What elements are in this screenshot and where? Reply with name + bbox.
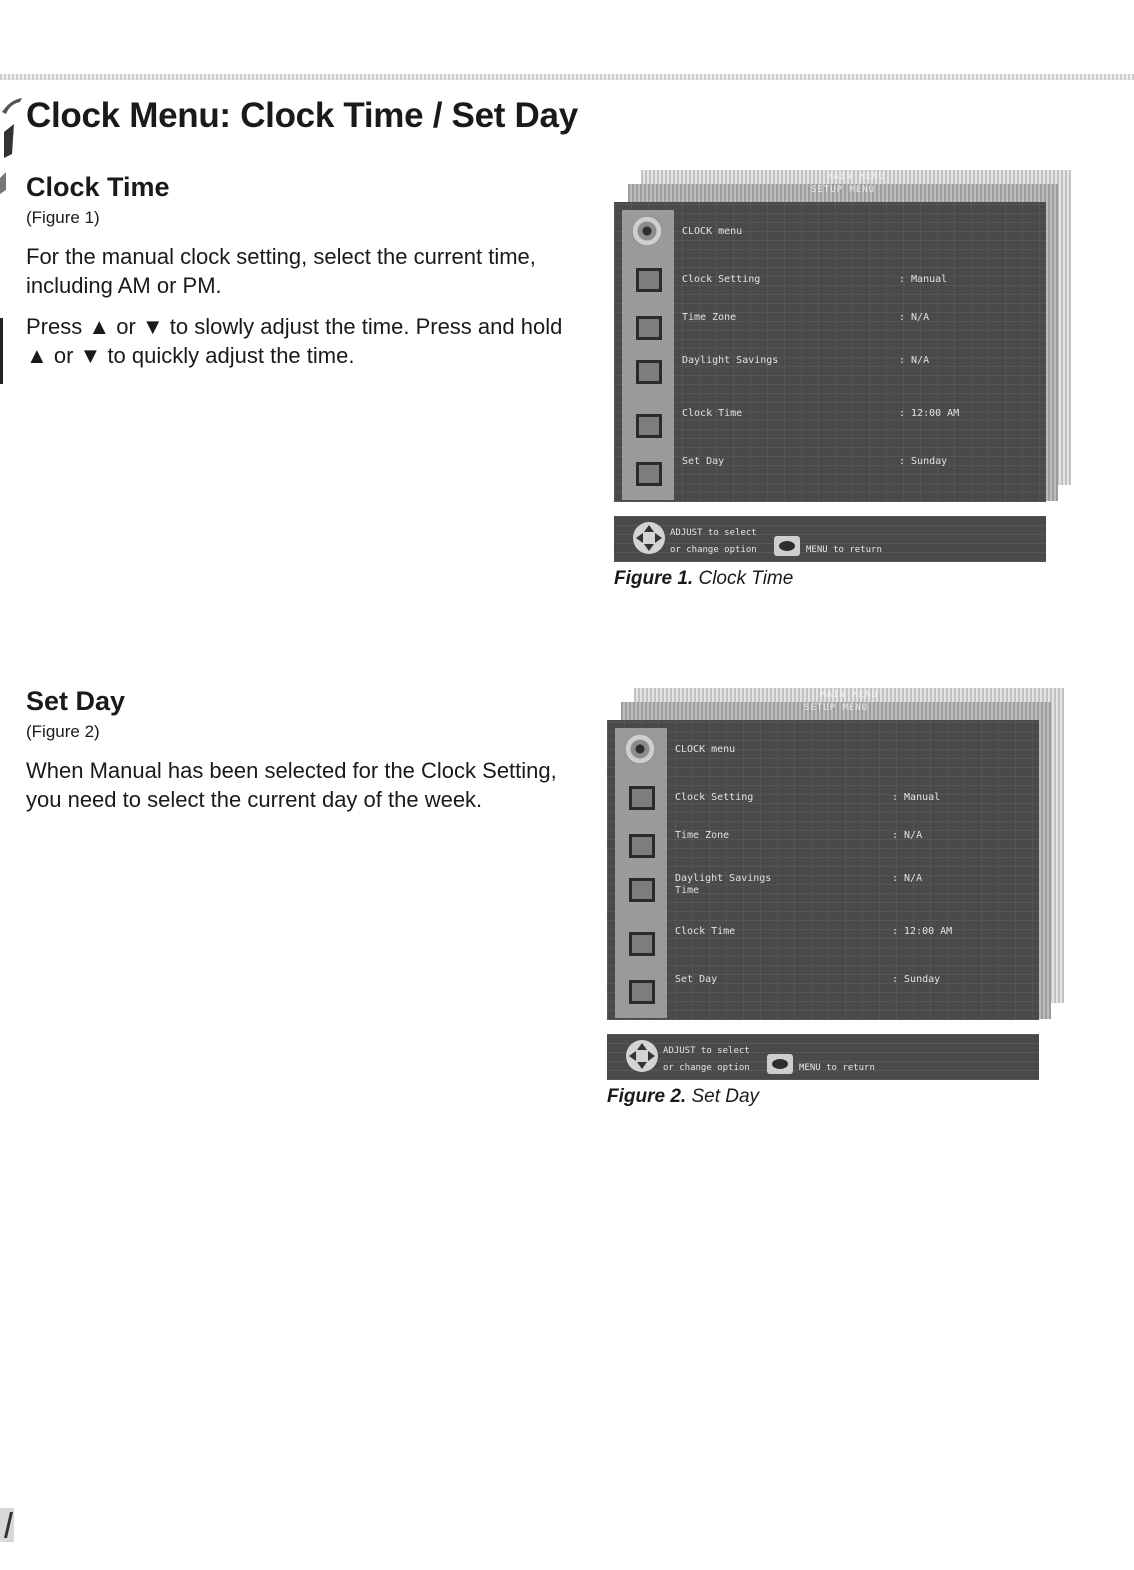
menu-row-label[interactable]: Time Zone (675, 830, 730, 841)
menu-title: CLOCK menu (682, 226, 743, 237)
page-title: Clock Menu: Clock Time / Set Day (26, 96, 578, 135)
menu-row-value: : Manual (899, 274, 948, 285)
caption-text: Clock Time (698, 568, 794, 589)
menu-row-value: : 12:00 AM (899, 408, 960, 419)
figure-caption (607, 1086, 759, 1108)
square-icon (622, 452, 674, 494)
menu-row-value: : 12:00 AM (892, 926, 953, 937)
main-menu-title: MAIN MENU (827, 172, 885, 182)
square-icon (615, 970, 667, 1012)
paragraph: When Manual has been selected for the Clock Setting, you need to select the current day of the week. (26, 758, 557, 812)
main-menu-title: MAIN MENU (820, 690, 878, 700)
clock-globe-icon (622, 212, 674, 254)
section-heading-set-day: Set Day (26, 686, 126, 716)
paragraph: Press ▲ or ▼ to slowly adjust the time. Press and hold ▲ or ▼ to quickly adjust the time. (26, 314, 563, 368)
hint-adjust: ADJUST to select (670, 528, 757, 538)
menu-row-label[interactable]: Daylight Savings (682, 355, 779, 366)
hint-bar (607, 1034, 1039, 1080)
hint-menu: MENU to return (799, 1063, 875, 1073)
hint-change: or change option (670, 545, 757, 555)
square-icon (615, 868, 667, 910)
square-icon (615, 824, 667, 866)
hint-bar (614, 516, 1046, 562)
menu-icon-column (615, 728, 667, 1018)
caption-label: Figure 1. (614, 568, 694, 589)
corner-mark-icon (0, 98, 22, 194)
menu-row-label[interactable]: Set Day (675, 974, 718, 985)
menu-row-label[interactable]: Clock Setting (682, 274, 761, 285)
menu-button-icon (767, 1054, 793, 1074)
square-icon (615, 922, 667, 964)
clock-menu-panel (614, 202, 1046, 502)
setup-menu-title: SETUP MENU (803, 703, 869, 713)
hint-adjust: ADJUST to select (663, 1046, 750, 1056)
figure-reference: (Figure 2) (26, 722, 100, 741)
square-icon (622, 350, 674, 392)
menu-row-label[interactable]: Clock Time (682, 408, 743, 419)
menu-row-value: : Manual (892, 792, 941, 803)
menu-icon-column (622, 210, 674, 500)
figure-set-day (607, 688, 1067, 1108)
figure-clock-time (614, 170, 1074, 590)
menu-row-label[interactable]: Daylight Savings Time (675, 873, 772, 896)
setup-menu-title: SETUP MENU (810, 185, 876, 195)
section-heading-clock-time: Clock Time (26, 172, 170, 202)
menu-row-value: : N/A (892, 830, 923, 841)
menu-row-value: : N/A (899, 312, 930, 323)
figure-reference: (Figure 1) (26, 208, 100, 227)
clock-globe-icon (615, 730, 667, 772)
menu-title: CLOCK menu (675, 744, 736, 755)
menu-row-label[interactable]: Clock Time (675, 926, 736, 937)
dpad-icon (632, 521, 666, 555)
figure-caption (614, 568, 793, 590)
paragraph: For the manual clock setting, select the current time, including AM or PM. (26, 244, 536, 298)
square-icon (622, 306, 674, 348)
caption-label: Figure 2. (607, 1086, 687, 1107)
clock-menu-panel (607, 720, 1039, 1020)
dpad-icon (625, 1039, 659, 1073)
square-icon (615, 776, 667, 818)
top-rule (0, 74, 1134, 80)
menu-row-value: : Sunday (892, 974, 941, 985)
square-icon (622, 404, 674, 446)
menu-row-value: : N/A (892, 873, 923, 884)
change-bar (0, 318, 3, 384)
menu-button-icon (774, 536, 800, 556)
menu-row-label[interactable]: Set Day (682, 456, 725, 467)
hint-change: or change option (663, 1063, 750, 1073)
menu-row-label[interactable]: Clock Setting (675, 792, 754, 803)
menu-row-label[interactable]: Time Zone (682, 312, 737, 323)
caption-text: Set Day (691, 1086, 760, 1107)
hint-menu: MENU to return (806, 545, 882, 555)
menu-row-value: : N/A (899, 355, 930, 366)
page-corner-mark-icon (0, 1508, 14, 1542)
square-icon (622, 258, 674, 300)
menu-row-value: : Sunday (899, 456, 948, 467)
